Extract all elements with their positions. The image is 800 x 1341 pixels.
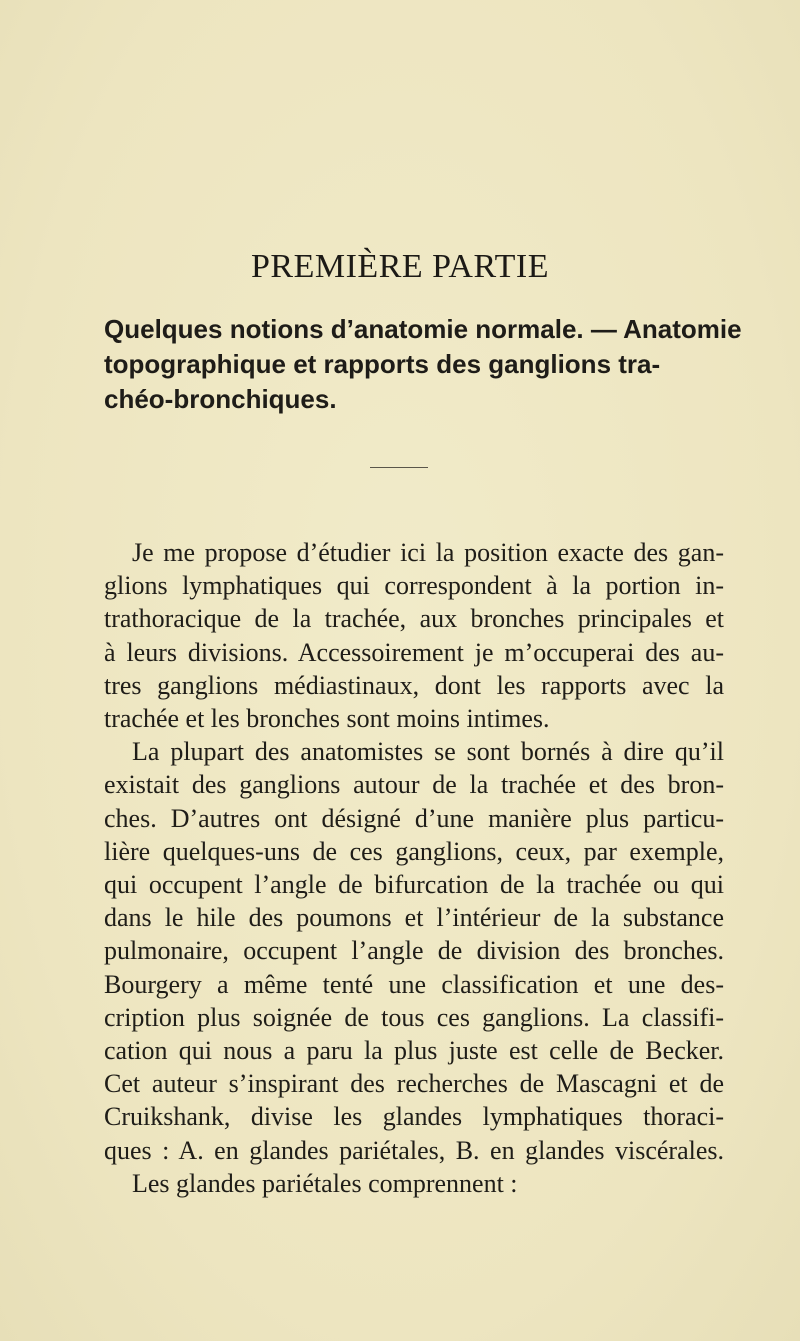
text-line: ches. D’autres ont désigné d’une manière plus particu- — [104, 803, 724, 833]
text-line: cation qui nous a paru la plus juste est celle de Becker. — [104, 1036, 724, 1066]
text-line: dans le hile des poumons et l’intérieur de la substance — [104, 903, 724, 933]
text-line: cription plus soignée de tous ces ganglions. La classifi- — [104, 1002, 724, 1032]
text-line: Bourgery a même tenté une classification et une des- — [104, 969, 724, 999]
text-line: existait des ganglions autour de la trachée et des bron- — [104, 770, 724, 800]
part-title: PREMIÈRE PARTIE — [251, 248, 549, 285]
text-line: lière quelques-uns de ces ganglions, ceux, par exemple, — [104, 836, 724, 866]
text-line: glions lymphatiques qui correspondent à la portion in- — [104, 571, 724, 601]
text-line: Cruikshank, divise les glandes lymphatiques thoraci- — [104, 1102, 724, 1132]
text-line: ques : A. en glandes pariétales, B. en glandes viscérales. — [104, 1135, 724, 1165]
section-heading — [104, 312, 742, 417]
text-line: trachée et les bronches sont moins intimes. — [104, 704, 550, 734]
section-heading-line: topographique et rapports des ganglions tra- — [104, 349, 661, 379]
text-line: pulmonaire, occupent l’angle de division des bronches. — [104, 936, 724, 966]
section-heading-line: Quelques notions d’anatomie normale. — Anatomie — [104, 314, 742, 344]
text-line: Les glandes pariétales comprennent : — [132, 1168, 518, 1198]
text-line: à leurs divisions. Accessoirement je m’occuperai des au- — [104, 637, 724, 667]
text-line: qui occupent l’angle de bifurcation de la trachée ou qui — [104, 870, 724, 900]
text-line: tres ganglions médiastinaux, dont les rapports avec la — [104, 670, 724, 700]
section-heading-line: chéo-bronchiques. — [104, 384, 337, 414]
text-line: Je me propose d’étudier ici la position exacte des gan- — [132, 538, 724, 567]
text-line: trathoracique de la trachée, aux bronches principales et — [104, 604, 724, 634]
body-text — [104, 536, 724, 1200]
separator-rule — [370, 467, 428, 468]
text-line: La plupart des anatomistes se sont bornés à dire qu’il — [132, 737, 724, 767]
text-line: Cet auteur s’inspirant des recherches de Mascagni et de — [104, 1069, 724, 1099]
